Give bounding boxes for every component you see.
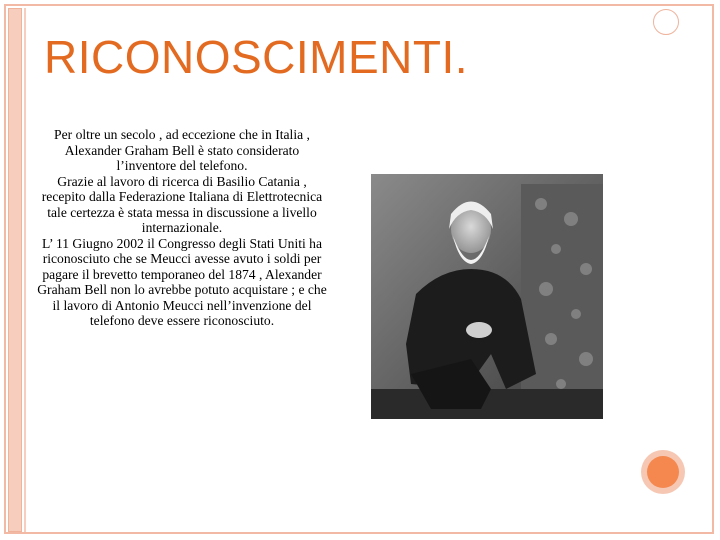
paragraph-4: L’ 11 Giugno 2002 il Congresso degli Stati Uniti ha riconosciuto che se Meucci avesse avuto i soldi per pagare il brevetto temporaneo del 1874 , Alexander Graham Bell non lo avrebbe potuto acquistare ; e che il lavoro di Antonio Meucci nell’invenzione del telefono deve essere riconosciuto. (37, 235, 327, 328)
portrait-photo-graphic (371, 174, 603, 419)
left-decorative-band (8, 8, 22, 532)
top-decorative-circle (653, 9, 679, 35)
bottom-decorative-circle (641, 450, 685, 494)
bottom-decorative-circle-inner (647, 456, 679, 488)
paragraph-2: Alexander Graham Bell è stato considerato l’inventore del telefono. (64, 142, 300, 173)
paragraph-3: Grazie al lavoro di ricerca di Basilio Catania , recepito dalla Federazione Italiana di Elettrotecnica tale certezza è stata messa in discussione a livello internazionale. (41, 173, 323, 235)
slide-body-text (36, 127, 328, 329)
paragraph-1: Per oltre un secolo , ad eccezione che in Italia , (54, 127, 310, 142)
portrait-photo (371, 174, 603, 419)
left-decorative-stripe (24, 8, 26, 532)
slide-title: RICONOSCIMENTI. (44, 31, 469, 83)
